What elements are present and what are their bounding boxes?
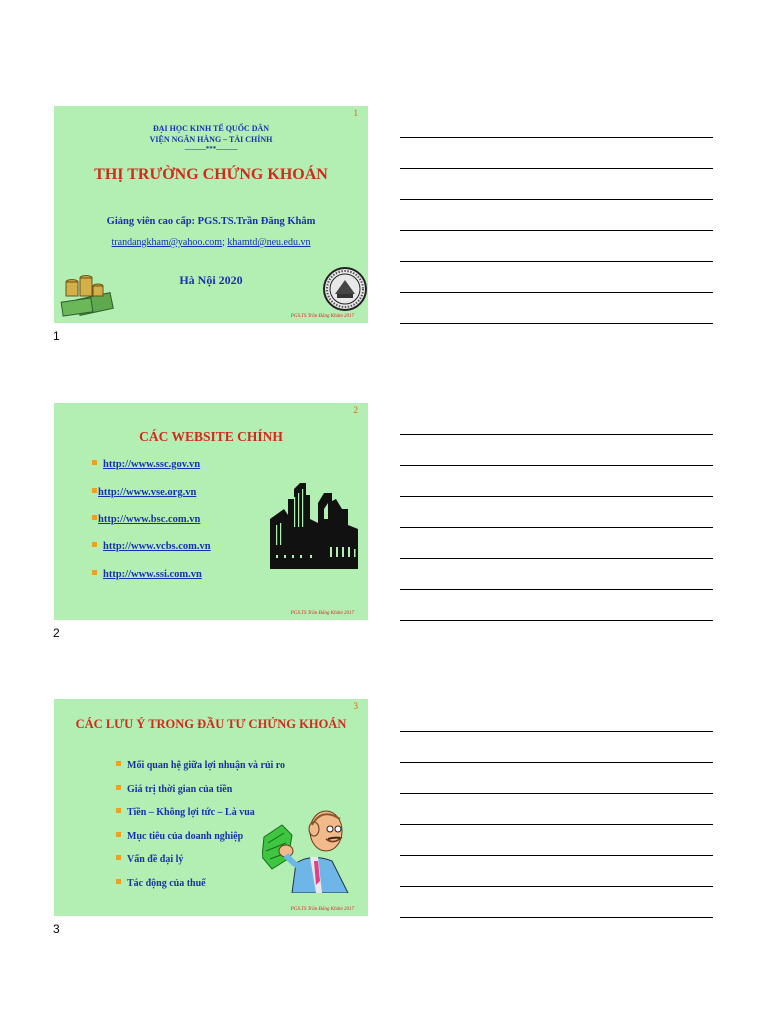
note-line (400, 496, 713, 497)
slide-footer: PGS.TS Trần Đăng Khâm 2017 (290, 314, 354, 319)
lecturer-line (54, 216, 368, 227)
note-line (400, 168, 713, 169)
list-item (116, 831, 243, 842)
bullet-square-icon (116, 785, 121, 790)
lecturer-label: Giảng viên cao cấp: (106, 216, 196, 227)
lecturer-name: PGS.TS.Trần Đăng Khâm (197, 216, 316, 227)
website-link[interactable]: http://www.bsc.com.vn (98, 514, 201, 525)
bullet-square-icon (116, 855, 121, 860)
list-item (92, 541, 211, 552)
money-stack-icon (56, 268, 116, 318)
website-link[interactable]: http://www.ssc.gov.vn (103, 459, 201, 470)
list-item (116, 784, 232, 795)
list-item (92, 514, 200, 525)
bullet-square-icon (116, 808, 121, 813)
university-name: ĐẠI HỌC KINH TẾ QUỐC DÂN (152, 124, 270, 133)
note-line (400, 762, 713, 763)
note-line (400, 886, 713, 887)
note-line (400, 199, 713, 200)
bullet-square-icon (116, 761, 121, 766)
note-line (400, 292, 713, 293)
separator: ———***——— (184, 145, 238, 153)
list-item (92, 459, 200, 470)
list-item-label: Tiền – Không lợi tức – Là vua (127, 807, 255, 818)
website-link[interactable]: http://www.ssi.com.vn (103, 569, 202, 580)
slide-number: 3 (353, 701, 358, 711)
email-link-1[interactable]: trandangkham@yahoo.com (111, 237, 223, 248)
email-separator: ; (222, 237, 225, 248)
slide-number: 2 (353, 405, 358, 415)
list-item-label: Giá trị thời gian của tiền (127, 784, 233, 795)
note-line (400, 434, 713, 435)
list-item (116, 760, 285, 771)
slide-1 (54, 106, 368, 323)
page-number-2: 2 (53, 626, 60, 640)
note-line (400, 558, 713, 559)
website-link[interactable]: http://www.vcbs.com.vn (103, 541, 211, 552)
note-line (400, 230, 713, 231)
note-line (400, 323, 713, 324)
note-line (400, 137, 713, 138)
note-line (400, 261, 713, 262)
list-item (116, 854, 183, 865)
note-line (400, 465, 713, 466)
note-line (400, 824, 713, 825)
place-year: Hà Nội 2020 (179, 273, 243, 287)
website-link[interactable]: http://www.vse.org.vn (98, 487, 197, 498)
businessman-money-icon (262, 807, 354, 893)
note-line (400, 589, 713, 590)
list-item-label: Mục tiêu của doanh nghiệp (127, 831, 244, 842)
list-item (92, 487, 196, 498)
note-line (400, 917, 713, 918)
slide-2 (54, 403, 368, 620)
slide-footer: PGS.TS Trần Đăng Khâm 2017 (290, 907, 354, 912)
city-skyline-icon (270, 479, 360, 569)
slide-footer: PGS.TS Trần Đăng Khâm 2017 (290, 611, 354, 616)
note-line (400, 855, 713, 856)
slide-3 (54, 699, 368, 916)
note-line (400, 793, 713, 794)
note-line (400, 620, 713, 621)
list-item-label: Tác động của thuế (127, 878, 206, 889)
slide-title: CÁC WEBSITE CHÍNH (139, 429, 283, 444)
list-item-label: Mối quan hệ giữa lợi nhuận và rủi ro (127, 760, 286, 771)
note-line (400, 731, 713, 732)
bullet-square-icon (92, 542, 97, 547)
bullet-square-icon (92, 488, 97, 493)
slide-title: CÁC LƯU Ý TRONG ĐẦU TƯ CHỨNG KHOÁN (75, 717, 347, 731)
bullet-square-icon (92, 570, 97, 575)
email-link-2[interactable]: khamtd@neu.edu.vn (227, 237, 311, 248)
slide-title: THỊ TRƯỜNG CHỨNG KHOÁN (94, 166, 328, 183)
page-number-3: 3 (53, 922, 60, 936)
list-item (116, 878, 206, 889)
email-line (54, 237, 368, 248)
bullet-square-icon (116, 879, 121, 884)
list-item (116, 807, 255, 818)
institute-name: VIỆN NGÂN HÀNG – TÀI CHÍNH (149, 135, 273, 144)
bullet-square-icon (116, 832, 121, 837)
page-number-1: 1 (53, 329, 60, 343)
list-item (92, 569, 202, 580)
university-seal-icon (322, 266, 368, 312)
slide-number: 1 (353, 108, 358, 118)
list-item-label: Vấn đề đại lý (127, 854, 184, 865)
bullet-square-icon (92, 460, 97, 465)
bullet-square-icon (92, 515, 97, 520)
note-line (400, 527, 713, 528)
